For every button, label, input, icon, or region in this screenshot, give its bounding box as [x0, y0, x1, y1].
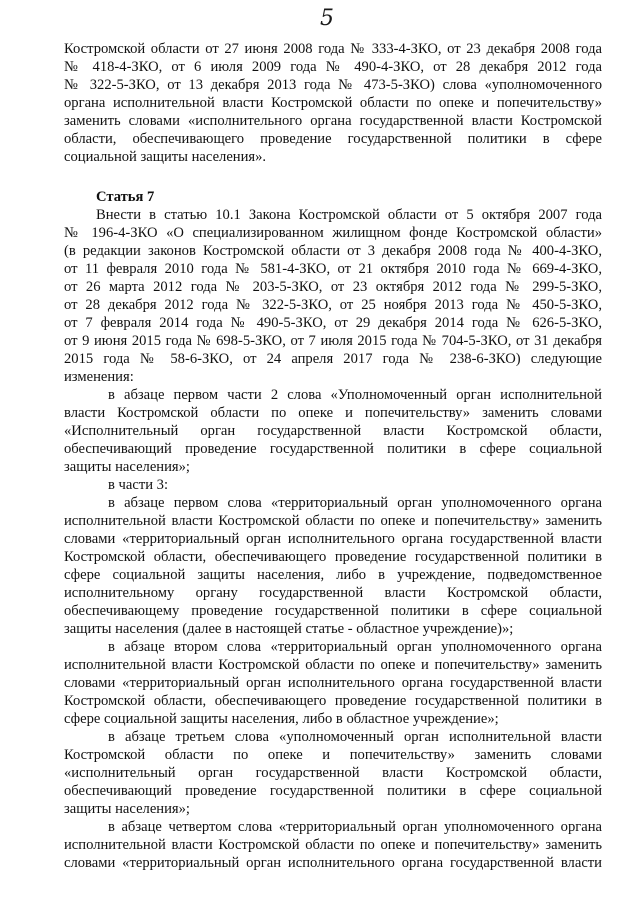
text-line: словами «территориальный орган исполнительного органа государственной власти [64, 855, 602, 871]
text-line: в абзаце первом части 2 слова «Уполномоченный орган исполнительной [108, 387, 602, 403]
text-line: в абзаце втором слова «территориальный орган уполномоченного органа [108, 639, 602, 655]
text-line: исполнительной власти Костромской области по опеке и попечительству» заменить [64, 837, 602, 853]
text-line: исполнительной власти Костромской области по опеке и попечительству» заменить [64, 657, 602, 673]
text-line: заменить словами «исполнительного органа государственной власти Костромской [64, 113, 602, 129]
text-line: сфере социальной защиты населения, либо в учреждение, подведомственное [64, 567, 602, 583]
text-line: «исполнительный орган государственной власти Костромской области, [64, 765, 602, 781]
text-line: «Исполнительный орган государственной власти Костромской области, [64, 423, 602, 439]
text-line: в абзаце четвертом слова «территориальный орган уполномоченного органа [108, 819, 602, 835]
text-line: исполнительной власти Костромской области по опеке и попечительству» заменить [64, 513, 602, 529]
text-line: Костромской области, обеспечивающего проведение государственной политики в [64, 693, 602, 709]
text-line: № 418-4-ЗКО, от 6 июля 2009 года № 490-4-ЗКО, от 28 декабря 2012 года [64, 59, 602, 75]
text-line: словами «территориальный орган исполнительного органа государственной власти [64, 531, 602, 547]
text-line: № 322-5-ЗКО, от 13 декабря 2013 года № 473-5-ЗКО) слова «уполномоченного [64, 77, 602, 93]
text-line: (в редакции законов Костромской области от 3 декабря 2008 года № 400-4-ЗКО, [64, 243, 602, 259]
text-line: органа исполнительной власти Костромской области по опеке и попечительству» [64, 95, 602, 111]
text-line: в части 3: [108, 477, 169, 493]
text-line: изменения: [64, 369, 134, 385]
text-line: власти Костромской области по опеке и попечительству» заменить словами [64, 405, 602, 421]
text-line: защиты населения (далее в настоящей статье - областное учреждение)»; [64, 621, 514, 637]
text-line: от 28 декабря 2012 года № 322-5-ЗКО, от 25 ноября 2013 года № 450-5-ЗКО, [64, 297, 602, 313]
text-line: исполнительному органу государственной власти Костромской области, [64, 585, 602, 601]
text-line: обеспечивающему проведение государственной политики в сфере социальной [64, 603, 602, 619]
text-line: словами «территориальный орган исполнительного органа государственной власти [64, 675, 602, 691]
text-line: от 26 марта 2012 года № 203-5-ЗКО, от 23 октября 2012 года № 299-5-ЗКО, [64, 279, 602, 295]
text-line: 2015 года № 58-6-ЗКО, от 24 апреля 2017 года № 238-6-ЗКО) следующие [64, 351, 602, 367]
page-number: 5 [320, 6, 334, 31]
text-line: социальной защиты населения». [64, 149, 267, 165]
text-line: от 11 февраля 2010 года № 581-4-ЗКО, от 21 октября 2010 года № 669-4-ЗКО, [64, 261, 602, 277]
text-line: обеспечивающий проведение государственной политики в сфере социальной [64, 441, 602, 457]
text-line: в абзаце первом слова «территориальный орган уполномоченного органа [108, 495, 602, 511]
text-line: Костромской области по опеке и попечительству» заменить словами [64, 747, 602, 763]
text-line: Внести в статью 10.1 Закона Костромской области от 5 октября 2007 года [96, 207, 602, 223]
text-line: в абзаце третьем слова «уполномоченный орган исполнительной власти [108, 729, 602, 745]
text-line: защиты населения»; [64, 801, 190, 817]
text-line: № 196-4-ЗКО «О специализированном жилищном фонде Костромской области» [64, 225, 602, 241]
article-heading: Статья 7 [96, 189, 155, 205]
text-line: Костромской области, обеспечивающего проведение государственной политики в [64, 549, 602, 565]
text-line: Костромской области от 27 июня 2008 года № 333-4-ЗКО, от 23 декабря 2008 года [64, 41, 602, 57]
text-line: от 7 февраля 2014 года № 490-5-ЗКО, от 29 декабря 2014 года № 626-5-ЗКО, [64, 315, 602, 331]
text-line: сфере социальной защиты населения, либо в областное учреждение»; [64, 711, 499, 727]
text-line: от 9 июня 2015 года № 698-5-ЗКО, от 7 июля 2015 года № 704-5-ЗКО, от 31 декабря [64, 333, 602, 349]
text-line: защиты населения»; [64, 459, 190, 475]
text-line: области, обеспечивающего проведение государственной политики в сфере [64, 131, 602, 147]
text-line: обеспечивающий проведение государственной политики в сфере социальной [64, 783, 602, 799]
